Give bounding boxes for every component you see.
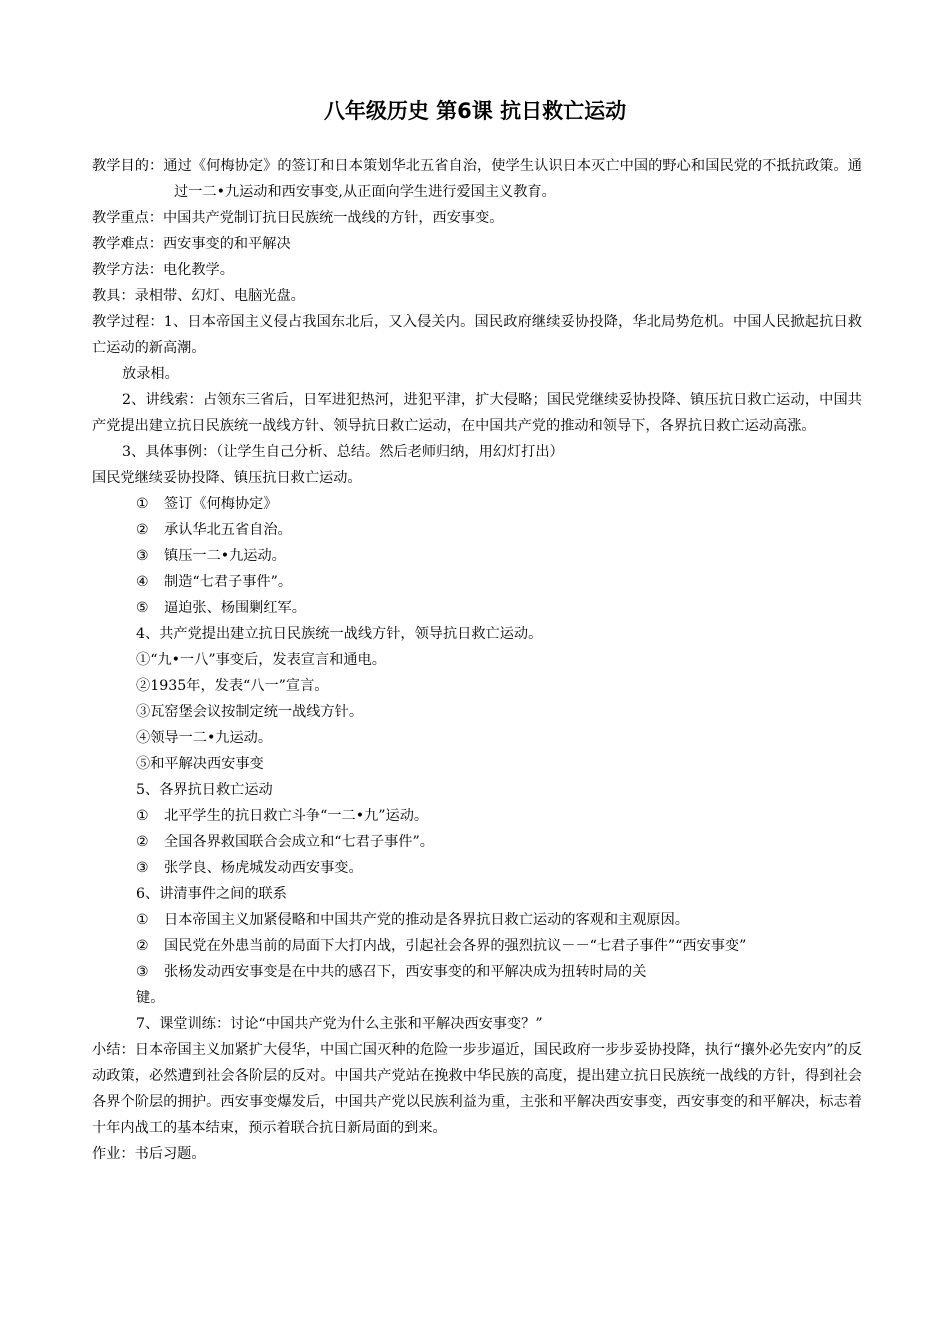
list-number: ②	[136, 834, 149, 850]
teaching-method: 教学方法：电化教学。	[92, 262, 234, 278]
list-text: 日本帝国主义加紧侵略和中国共产党的推动是各界抗日救亡运动的客观和主观原因。	[164, 912, 689, 928]
process-step-2: 2、讲线索：占领东三省后，日军进犯热河，进犯平津，扩大侵略；国民党继续妥协投降、镇压抗日救亡运动，中国共产党提出建立抗日民族统一战线方针、领导抗日救亡运动，在中国共产党的推动和领导下，各界抗日救亡运动高涨。	[92, 392, 862, 434]
page-title: 八年级历史 第6课 抗日救亡运动	[323, 99, 627, 123]
process-play-video: 放录相。	[122, 366, 179, 382]
list-item	[92, 959, 862, 985]
teaching-focus: 教学重点：中国共产党制订抗日民族统一战线的方针，西安事变。	[92, 210, 504, 226]
list-text: 张学良、杨虎城发动西安事变。	[164, 860, 363, 876]
list-number: ③	[136, 964, 149, 980]
list-item: ⑤和平解决西安事变	[136, 756, 264, 772]
list-item: ④领导一二•九运动。	[136, 730, 273, 746]
list-number: ②	[136, 938, 149, 954]
list-text: 承认华北五省自治。	[164, 522, 292, 538]
document-body	[92, 153, 862, 1167]
list-number: ①	[136, 912, 149, 928]
list-item	[92, 569, 862, 595]
list-text: 逼迫张、杨围剿红军。	[164, 600, 306, 616]
list-number: ③	[136, 548, 149, 564]
list-item	[92, 829, 862, 855]
list-number: ③	[136, 860, 149, 876]
list-text: 全国各界救国联合会成立和“七君子事件”。	[164, 834, 434, 850]
list-number: ⑤	[136, 600, 149, 616]
teaching-goal-text: 通过《何梅协定》的签订和日本策划华北五省自治，使学生认识日本灭亡中国的野心和国民党的不抵抗政策。通过一二•九运动和西安事变,从正面向学生进行爱国主义教育。	[163, 158, 862, 200]
list-text: 镇压一二•九运动。	[164, 548, 286, 564]
lesson-summary: 小结：日本帝国主义加紧扩大侵华，中国亡国灭种的危险一步步逼近，国民政府一步步妥协投降，执行“攘外必先安内”的反动政策，必然遭到社会各阶层的反对。中国共产党站在挽救中华民族的高度，提出建立抗日民族统一战线的方针，得到社会各界个阶层的拥护。西安事变爆发后，中国共产党以民族利益为重，主张和平解决西安事变，西安事变的和平解决，标志着十年内战工的基本结束，预示着联合抗日新局面的到来。	[92, 1042, 862, 1136]
list-item: ③瓦窑堡会议按制定统一战线方针。	[136, 704, 364, 720]
list-item	[92, 517, 862, 543]
process-step-7: 7、课堂训练：讨论“中国共产党为什么主张和平解决西安事变？”	[136, 1016, 543, 1032]
process-step-3: 3、具体事例：（让学生自己分析、总结。然后老师归纳，用幻灯打出）	[122, 444, 564, 460]
process-step-6: 6、讲清事件之间的联系	[136, 886, 287, 902]
teaching-goal	[92, 153, 862, 205]
list-number: ②	[136, 522, 149, 538]
list-item-continuation: 键。	[136, 990, 165, 1006]
teaching-difficulty: 教学难点：西安事变的和平解决	[92, 236, 291, 252]
list-item: ①“九•一八”事变后，发表宣言和通电。	[136, 652, 386, 668]
list-text: 签订《何梅协定》	[164, 496, 278, 512]
process-step-5: 5、各界抗日救亡运动	[136, 782, 273, 798]
process-intro: 教学过程：1、日本帝国主义侵占我国东北后，又入侵关内。国民政府继续妥协投降，华北局势危机。中国人民掀起抗日救亡运动的新高潮。	[92, 314, 862, 356]
list-item	[92, 933, 862, 959]
list-item: ②1935年，发表“八一”宣言。	[136, 678, 329, 694]
list-item	[92, 803, 862, 829]
list-item	[92, 491, 862, 517]
list-item	[92, 855, 862, 881]
homework: 作业：书后习题。	[92, 1146, 206, 1162]
list-item	[92, 595, 862, 621]
list-item	[92, 543, 862, 569]
list-text: 张杨发动西安事变是在中共的感召下，西安事变的和平解决成为扭转时局的关	[164, 964, 647, 980]
list-item	[92, 907, 862, 933]
list-text: 北平学生的抗日救亡斗争“一二•九”运动。	[164, 808, 429, 824]
list-text: 制造“七君子事件”。	[164, 574, 293, 590]
list-number: ④	[136, 574, 149, 590]
list-number: ①	[136, 496, 149, 512]
process-step-4: 4、共产党提出建立抗日民族统一战线方针，领导抗日救亡运动。	[136, 626, 543, 642]
list-number: ①	[136, 808, 149, 824]
kmt-heading: 国民党继续妥协投降、镇压抗日救亡运动。	[92, 470, 362, 486]
teaching-goal-label: 教学目的：	[92, 158, 164, 174]
teaching-tools: 教具：录相带、幻灯、电脑光盘。	[92, 288, 305, 304]
list-text: 国民党在外患当前的局面下大打内战，引起社会各界的强烈抗议－－“七君子事件”“西安事变”	[164, 938, 747, 954]
